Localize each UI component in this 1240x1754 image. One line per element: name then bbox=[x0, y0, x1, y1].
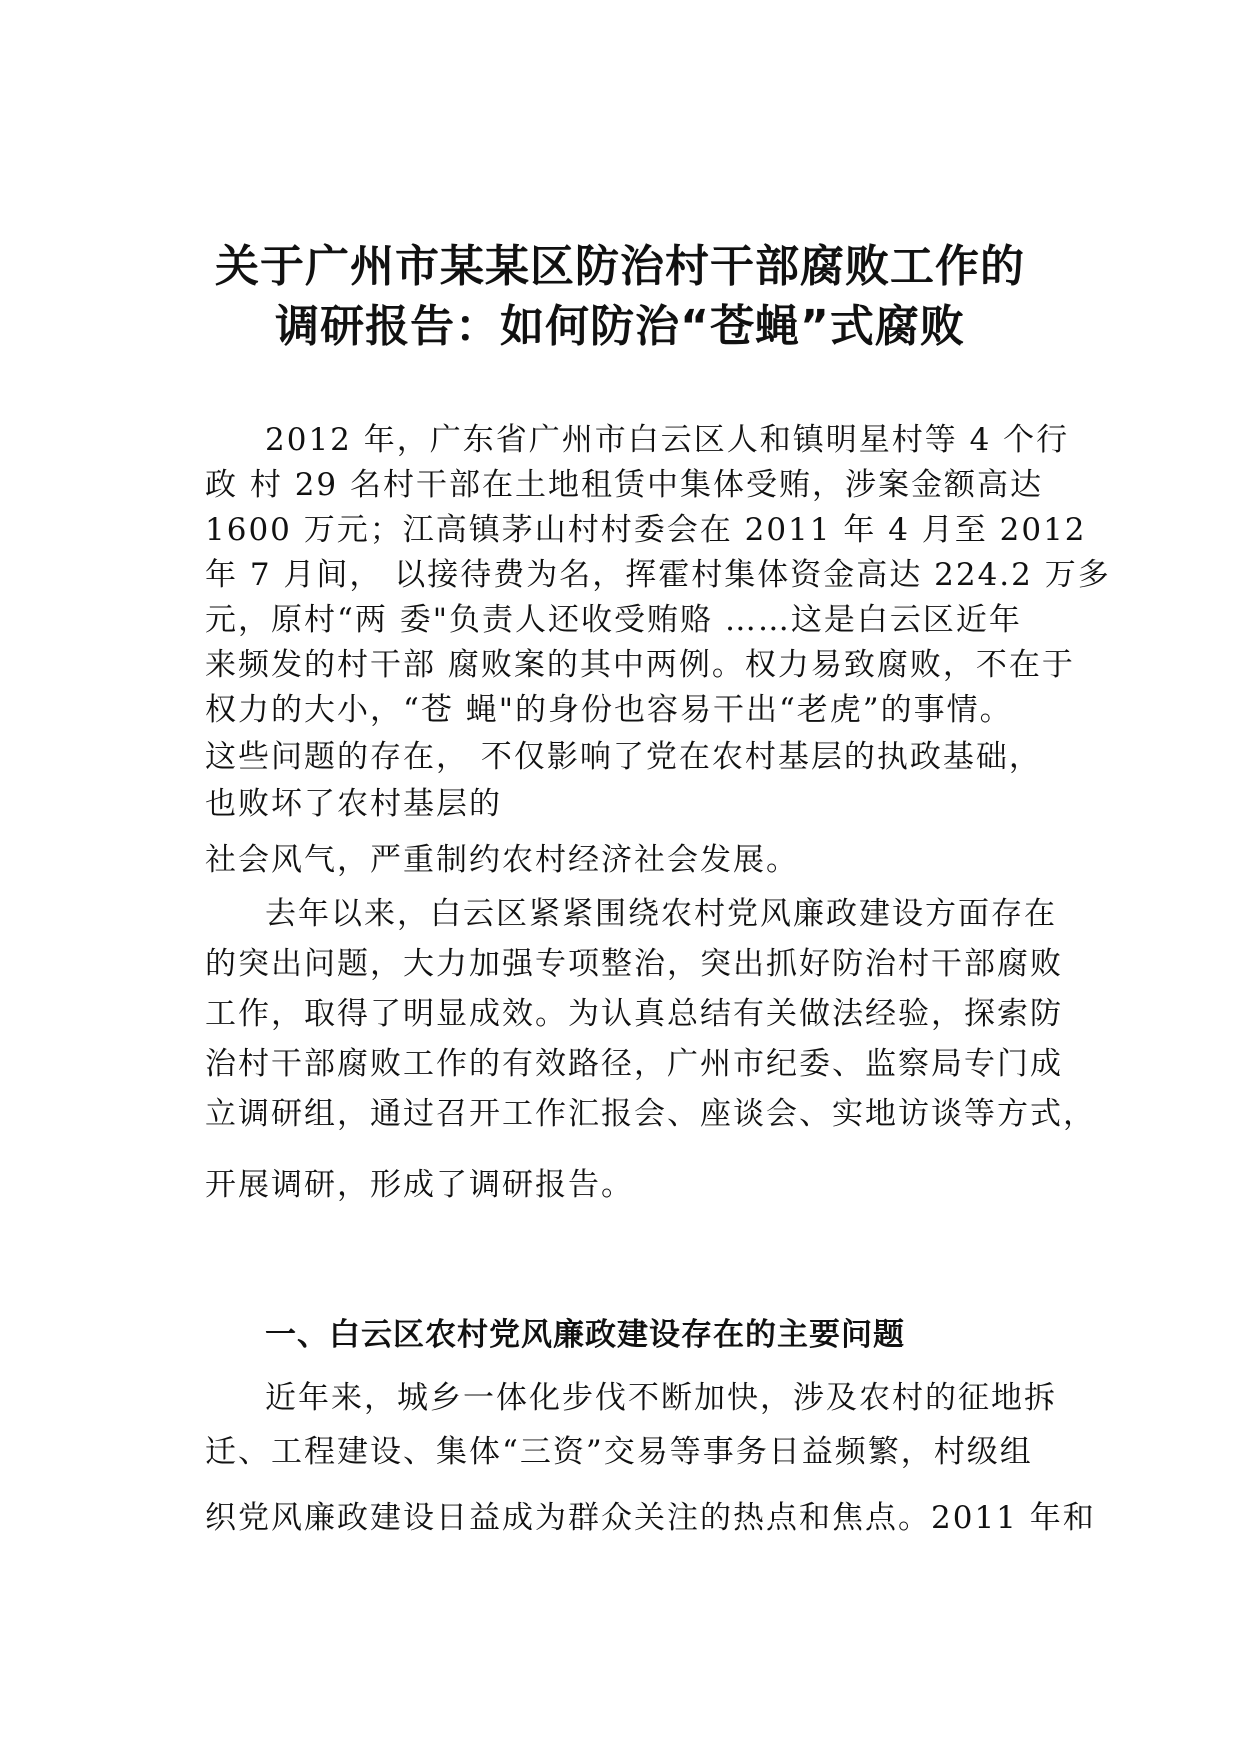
paragraph-2-line: 开展调研，形成了调研报告。 bbox=[205, 1167, 634, 1203]
paragraph-2-line: 工作，取得了明显成效。为认真总结有关做法经验，探索防 bbox=[205, 996, 1063, 1032]
paragraph-1-line: 1600 万元；江高镇茅山村村委会在 2011 年 4 月至 2012 bbox=[205, 512, 1087, 548]
paragraph-1-line: 2012 年，广东省广州市白云区人和镇明星村等 4 个行 bbox=[265, 422, 1070, 458]
paragraph-1-line: 元，原村“两 委"负责人还收受贿赂 ……这是白云区近年 bbox=[205, 602, 1022, 638]
paragraph-3-line: 迁、工程建设、集体“三资”交易等事务日益频繁，村级组 bbox=[205, 1434, 1033, 1470]
paragraph-1-line: 社会风气，严重制约农村经济社会发展。 bbox=[205, 842, 799, 878]
paragraph-1-line: 这些问题的存在， 不仅影响了党在农村基层的执政基础， bbox=[205, 739, 1042, 775]
paragraph-1-line: 年 7 月间， 以接待费为名，挥霍村集体资金高达 224.2 万多 bbox=[205, 557, 1111, 593]
paragraph-2-line: 立调研组，通过召开工作汇报会、座谈会、实地访谈等方式， bbox=[205, 1096, 1096, 1132]
paragraph-2-line: 去年以来，白云区紧紧围绕农村党风廉政建设方面存在 bbox=[265, 896, 1057, 932]
paragraph-1-line: 也败坏了农村基层的 bbox=[205, 786, 502, 822]
paragraph-2-line: 治村干部腐败工作的有效路径，广州市纪委、监察局专门成 bbox=[205, 1046, 1063, 1082]
paragraph-3-line: 近年来，城乡一体化步伐不断加快，涉及农村的征地拆 bbox=[265, 1380, 1057, 1416]
title-line-1: 关于广州市某某区防治村干部腐败工作的 bbox=[215, 241, 1025, 292]
paragraph-1-line: 权力的大小，“苍 蝇"的身份也容易干出“老虎”的事情。 bbox=[205, 692, 1013, 728]
paragraph-1-line: 来频发的村干部 腐败案的其中两例。权力易致腐败，不在于 bbox=[205, 647, 1075, 683]
document-title bbox=[0, 237, 1240, 357]
paragraph-1-line: 政 村 29 名村干部在土地租赁中集体受贿，涉案金额高达 bbox=[205, 467, 1044, 503]
paragraph-2-line: 的突出问题，大力加强专项整治，突出抓好防治村干部腐败 bbox=[205, 946, 1063, 982]
title-line-2: 调研报告：如何防治“苍蝇”式腐败 bbox=[275, 301, 965, 352]
section-heading: 一、白云区农村党风廉政建设存在的主要问题 bbox=[265, 1317, 905, 1353]
paragraph-3-line: 织党风廉政建设日益成为群众关注的热点和焦点。2011 年和 bbox=[205, 1500, 1096, 1536]
